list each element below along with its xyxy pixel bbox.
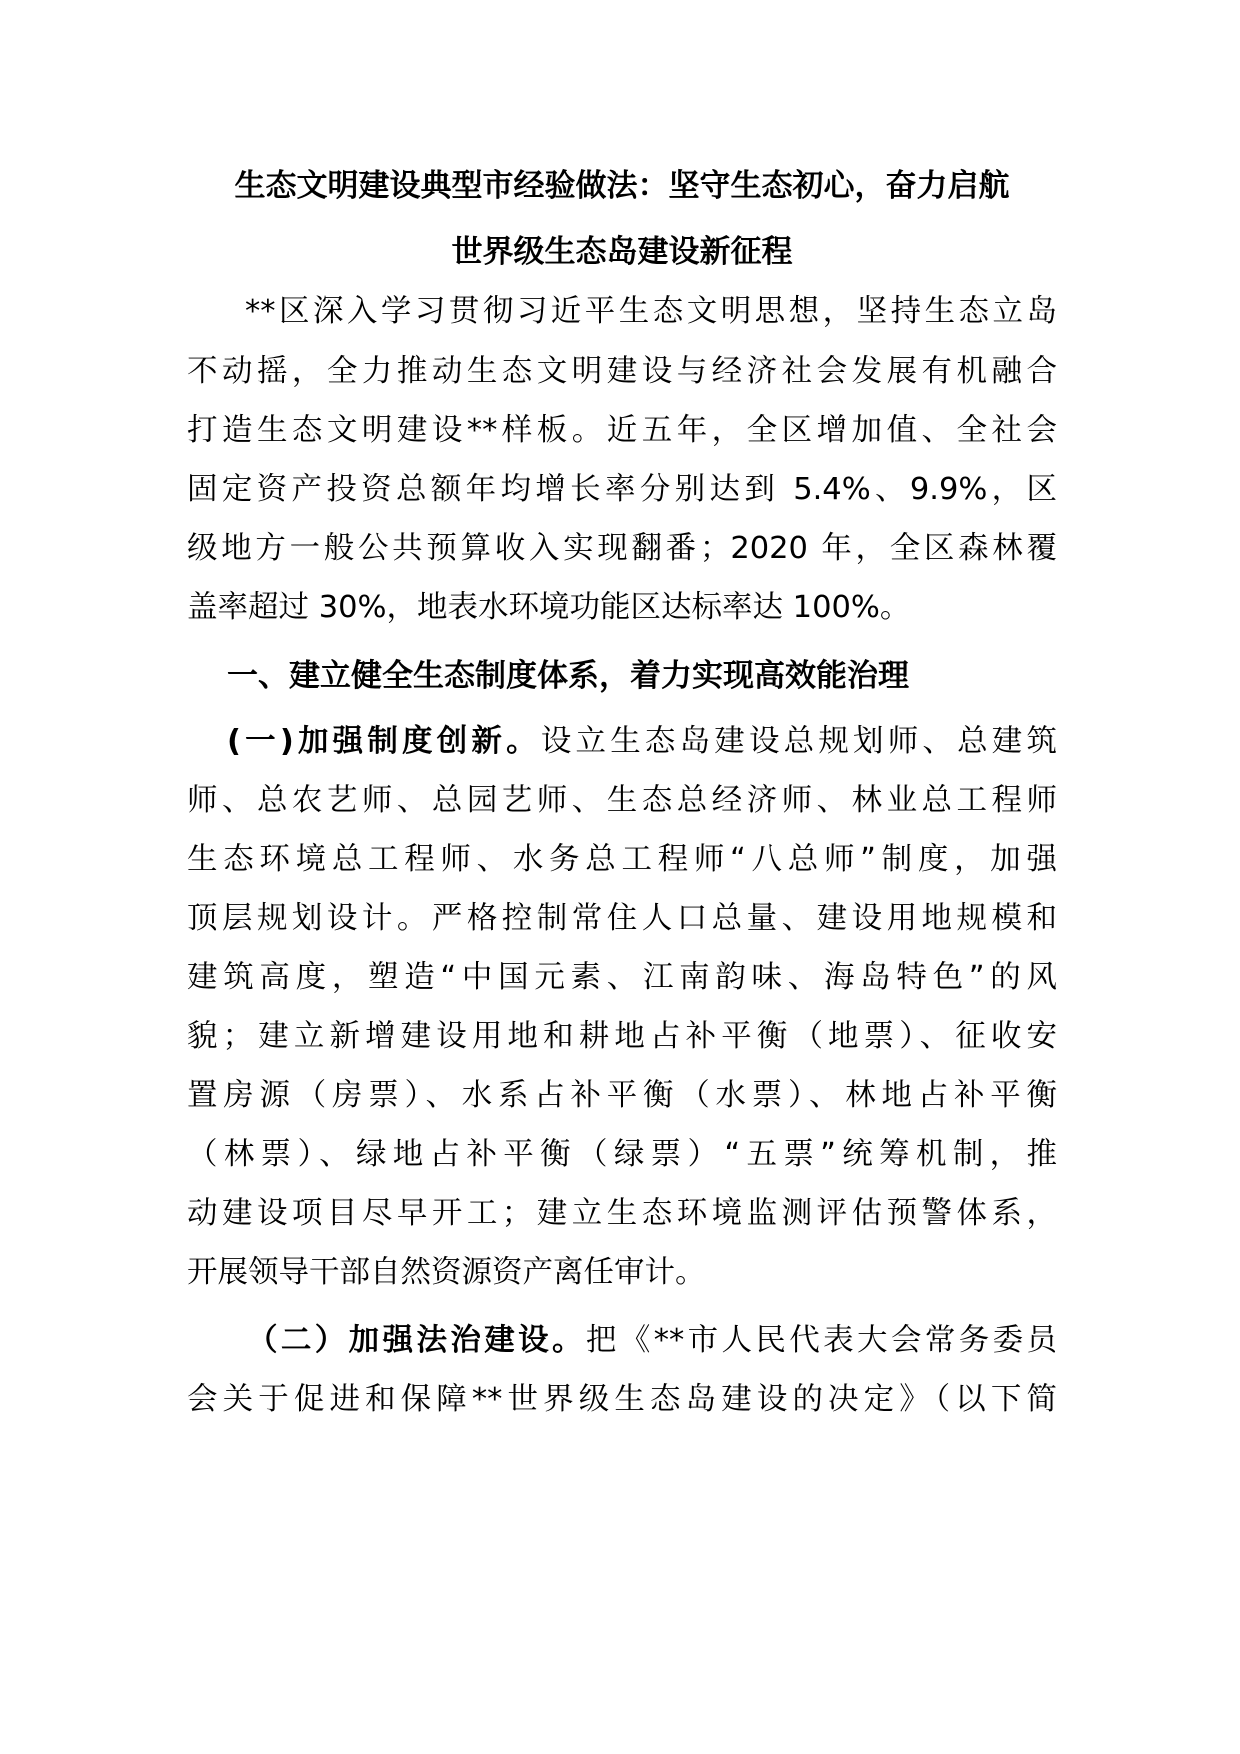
subsection-2-line-1-text: 把《**市人民代表大会常务委员 [585, 1323, 1058, 1358]
subsection-1-line-9: 动建设项目尽早开工；建立生态环境监测评估预警体系， [187, 1196, 1057, 1231]
subsection-1-line-1-text: 设立生态岛建设总规划师、总建筑 [540, 724, 1058, 759]
subsection-2-line-2: 会关于促进和保障**世界级生态岛建设的决定》（以下简 [187, 1382, 1057, 1417]
intro-line-3: 打造生态文明建设**样板。近五年，全区增加值、全社会 [187, 413, 1057, 448]
subsection-1-line-2: 师、总农艺师、总园艺师、生态总经济师、林业总工程师 [187, 783, 1057, 818]
subsection-1-line-1 [227, 712, 1057, 772]
intro-line-6: 盖率超过 30%，地表水环境功能区达标率达 100%。 [187, 590, 911, 625]
subsection-2-lead: （二）加强法治建设。 [247, 1323, 586, 1358]
subsection-1-line-3: 生态环境总工程师、水务总工程师“八总师”制度，加强 [187, 842, 1057, 877]
intro-line-5: 级地方一般公共预算收入实现翻番；2020 年，全区森林覆 [187, 531, 1057, 566]
subsection-1-line-4: 顶层规划设计。严格控制常住人口总量、建设用地规模和 [187, 901, 1057, 936]
intro-line-1: **区深入学习贯彻习近平生态文明思想，坚持生态立岛 [245, 294, 1057, 329]
subsection-1-lead: (一)加强制度创新。 [227, 724, 541, 759]
section-1-heading: 一、建立健全生态制度体系，着力实现高效能治理 [227, 658, 909, 694]
document-title-line-2: 世界级生态岛建设新征程 [451, 234, 793, 270]
subsection-1-line-5: 建筑高度，塑造“中国元素、江南韵味、海岛特色”的风 [187, 960, 1057, 995]
document-title-line-1: 生态文明建设典型市经验做法：坚守生态初心，奋力启航 [234, 168, 1010, 204]
subsection-1-line-7: 置房源（房票）、水系占补平衡（水票）、林地占补平衡 [187, 1078, 1057, 1113]
subsection-1-line-8: （林票）、绿地占补平衡（绿票）“五票”统筹机制，推 [187, 1137, 1057, 1172]
intro-line-4: 固定资产投资总额年均增长率分别达到 5.4%、9.9%，区 [187, 472, 1057, 507]
subsection-1-line-6: 貌；建立新增建设用地和耕地占补平衡（地票）、征收安 [187, 1019, 1057, 1054]
intro-line-2: 不动摇，全力推动生态文明建设与经济社会发展有机融合 [187, 354, 1057, 389]
subsection-1-line-10: 开展领导干部自然资源资产离任审计。 [187, 1255, 706, 1290]
subsection-2-line-1 [247, 1311, 1057, 1371]
